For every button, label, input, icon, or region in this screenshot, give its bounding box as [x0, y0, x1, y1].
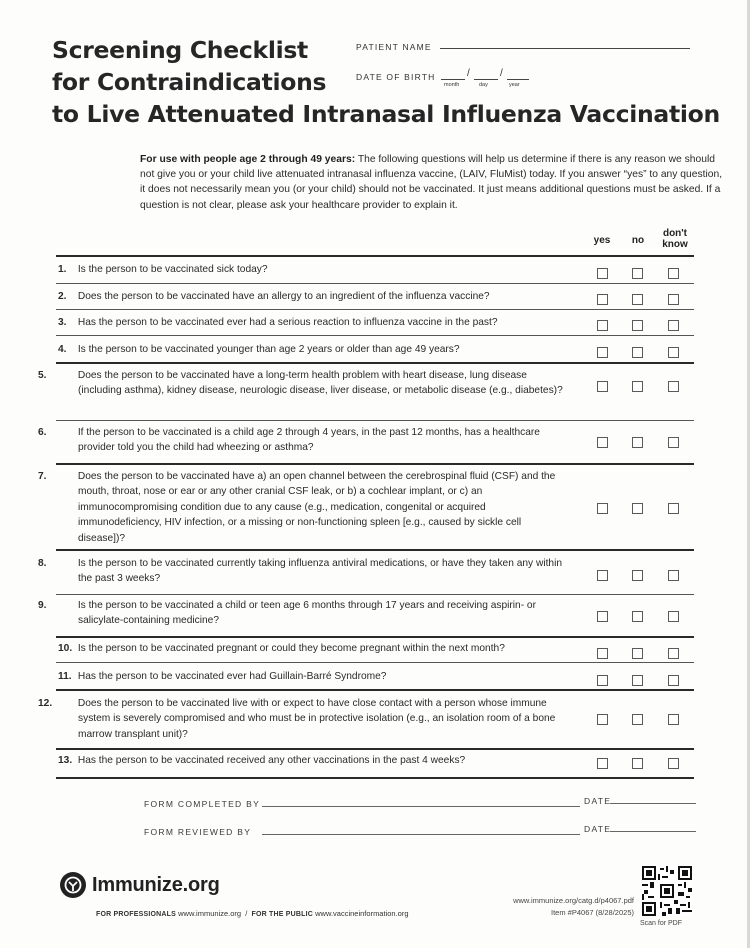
question-11-yes-checkbox[interactable]	[597, 675, 608, 686]
question-number: 3.	[58, 317, 67, 328]
column-dont-know-header: don't know	[662, 228, 688, 250]
question-9	[38, 598, 568, 629]
form-completed-label: FORM COMPLETED BY	[144, 799, 261, 809]
form-completed-field[interactable]	[262, 806, 580, 807]
question-2-dont-know-checkbox[interactable]	[668, 294, 679, 305]
question-1-no-checkbox[interactable]	[632, 268, 643, 279]
question-text: Is the person to be vaccinated younger than age 2 years or older than age 49 years?	[77, 344, 460, 355]
question-3	[58, 315, 568, 330]
title-line-2: for Contraindications	[52, 68, 327, 96]
row-divider	[56, 549, 694, 551]
question-7	[38, 469, 568, 546]
row-divider	[56, 463, 694, 465]
dob-day-hint: day	[479, 82, 488, 88]
dob-month-hint: month	[444, 82, 460, 88]
row-divider	[56, 662, 694, 663]
question-1-dont-know-checkbox[interactable]	[668, 268, 679, 279]
question-7-dont-know-checkbox[interactable]	[668, 503, 679, 514]
question-text: Is the person to be vaccinated sick today?	[77, 264, 268, 275]
table-top-rule	[56, 255, 694, 257]
question-6	[38, 425, 568, 456]
question-number: 10.	[58, 643, 73, 654]
question-12	[38, 696, 568, 742]
public-link[interactable]: www.vaccineinformation.org	[315, 909, 409, 918]
footer-links	[96, 909, 409, 918]
question-number: 13.	[58, 755, 73, 766]
column-no-header: no	[631, 235, 645, 246]
public-label: FOR THE PUBLIC	[251, 911, 314, 918]
dob-year-field[interactable]	[507, 79, 529, 80]
question-10	[58, 641, 568, 656]
immunize-logo-icon	[60, 872, 86, 898]
row-divider	[56, 594, 694, 595]
question-number: 11.	[58, 671, 72, 682]
intro-paragraph	[140, 152, 725, 213]
brand-name: Immunize.org	[92, 873, 220, 896]
question-6-no-checkbox[interactable]	[632, 437, 643, 448]
question-9-no-checkbox[interactable]	[632, 611, 643, 622]
question-10-yes-checkbox[interactable]	[597, 648, 608, 659]
question-7-yes-checkbox[interactable]	[597, 503, 608, 514]
form-reviewed-date-label: DATE	[584, 824, 612, 834]
question-1	[58, 262, 568, 277]
question-number: 4.	[58, 344, 67, 355]
question-13-dont-know-checkbox[interactable]	[668, 758, 679, 769]
question-number: 12.	[38, 698, 53, 709]
question-text: Does the person to be vaccinated have an allergy to an ingredient of the influenza vaccine?	[77, 291, 490, 302]
question-5-dont-know-checkbox[interactable]	[668, 381, 679, 392]
question-13	[58, 753, 568, 768]
question-12-yes-checkbox[interactable]	[597, 714, 608, 725]
question-10-dont-know-checkbox[interactable]	[668, 648, 679, 659]
question-text: Has the person to be vaccinated received any other vaccinations in the past 4 weeks?	[77, 755, 466, 766]
row-divider	[56, 420, 694, 421]
question-12-dont-know-checkbox[interactable]	[668, 714, 679, 725]
row-divider	[56, 636, 694, 638]
question-12-no-checkbox[interactable]	[632, 714, 643, 725]
question-number: 1.	[58, 264, 67, 275]
question-9-yes-checkbox[interactable]	[597, 611, 608, 622]
question-6-yes-checkbox[interactable]	[597, 437, 608, 448]
question-10-no-checkbox[interactable]	[632, 648, 643, 659]
question-13-no-checkbox[interactable]	[632, 758, 643, 769]
question-5	[38, 368, 568, 399]
question-1-yes-checkbox[interactable]	[597, 268, 608, 279]
form-completed-date-field[interactable]	[610, 803, 696, 804]
question-number: 7.	[38, 471, 47, 482]
question-3-dont-know-checkbox[interactable]	[668, 320, 679, 331]
question-number: 8.	[38, 558, 47, 569]
dob-month-field[interactable]	[441, 79, 465, 80]
form-reviewed-field[interactable]	[262, 834, 580, 835]
question-number: 6.	[38, 427, 47, 438]
dob-label: DATE OF BIRTH	[356, 72, 436, 82]
question-13-yes-checkbox[interactable]	[597, 758, 608, 769]
footer-separator: /	[245, 909, 248, 918]
question-6-dont-know-checkbox[interactable]	[668, 437, 679, 448]
form-completed-date-label: DATE	[584, 796, 612, 806]
question-text: Does the person to be vaccinated have a) an open channel between the cerebrospinal fluid (CSF) and the mouth, throat, nose or ear or any other cranial CSF leak, or b) a cochlear implant, or c) an immunocompromising condition due to any cause (e.g., medication, congenital or acquired immunodeficiency, HIV infection, or a missing or non-functioning spleen [e.g., caused by sickle cell disease])?	[77, 471, 556, 544]
question-3-no-checkbox[interactable]	[632, 320, 643, 331]
row-divider	[56, 283, 694, 284]
qr-caption: Scan for PDF	[640, 920, 683, 927]
row-divider	[56, 777, 694, 779]
form-reviewed-date-field[interactable]	[610, 831, 696, 832]
item-number: Item #P4067 (8/28/2025)	[551, 908, 634, 917]
question-11-no-checkbox[interactable]	[632, 675, 643, 686]
row-divider	[56, 362, 694, 364]
checklist-page: Screening Checklist for Contraindications to Live Attenuated Intranasal Influenza Vaccination PATIENT NAME DATE OF BIRTH / / month day year For use with people age 2 through 49 years: The following questions will help us determine if there is any reason we should not give you or your child live attenuated intranasal influenza vaccine, (LAIV, FluMist) today. If you answer “yes” to any question, it does not necessarily mean you (or your child) should not be vaccinated. It just means additional questions must be asked. If a question is not clear, please ask your healthcare provider to explain it. yes no don't know 1. Is the person to be vaccinated sick today? 2. Does the person to be vaccinated have an allergy to an ingredient of the influenza vaccine? 3. Has the person to be vaccinated ever had a serious reaction to influenza vaccine in the past? 4. Is the person to be vaccinated younger than age 2 years or older than age 49 years? 5. Does the person to be vaccinated have a long-term health problem with heart disease, lung disease (including asthma), kidney disease, neurologic disease, liver disease, or metabolic disease (e.g., diabetes)? 6. If the person to be vaccinated is a child age 2 through 4 years, in the past 12 months, has a healthcare provider told you the child had wheezing or asthma? 7. Does the person to be vaccinated have a) an open channel between the cerebrospinal fluid (CSF) and the mouth, throat, nose or ear or any other cranial CSF leak, or b) a cochlear implant, or c) an immunocompromising condition due to any cause (e.g., medication, congenital or acquired immunodeficiency, HIV infection, or a missing or non-functioning spleen [e.g., caused by sickle cell disease])? 8. Is the person to be vaccinated currently taking influenza antiviral medications, or have they taken any within the past 3 weeks? 9. Is the person to be vaccinated a child or teen age 6 months through 17 years and receiving aspirin- or salicylate-containing medicine? 10. Is the person to be vaccinated pregnant or could they become pregnant within the next month? 11. Has the person to be vaccinated ever had Guillain-Barré Syndrome? 12. Does the person to be vaccinated live with or expect to have close contact with a person whose immune system is severely compromised and who must be in protective isolation (e.g., an isolation room of a bone marrow transplant unit)? 13. Has the person to be vaccinated received any other vaccinations in the past 4 weeks? FORM COMPLETED BY DATE FORM REVIEWED BY DATE Immunize.org FOR PROFESSIONALS www.immunize.org / FOR THE PUBLIC www.vaccineinformation.org www.immunize.org/catg.d/p4067.pdf Item #P4067 (8/28/2025) Scan for PDF	[0, 0, 750, 948]
row-divider	[56, 335, 694, 336]
question-number: 9.	[38, 600, 47, 611]
question-text: Does the person to be vaccinated live with or expect to have close contact with a person whose immune system is severely compromised and who must be in protective isolation (e.g., an isolation room of a bone marrow transplant unit)?	[77, 698, 556, 740]
intro-lead: For use with people age 2 through 49 years:	[140, 154, 356, 165]
title-line-1: Screening Checklist	[52, 36, 308, 64]
footer-item-info	[513, 895, 634, 919]
patient-name-field[interactable]	[440, 48, 690, 49]
patient-name-label: PATIENT NAME	[356, 42, 432, 52]
question-8-yes-checkbox[interactable]	[597, 570, 608, 581]
pdf-link[interactable]: www.immunize.org/catg.d/p4067.pdf	[513, 896, 634, 905]
question-8-no-checkbox[interactable]	[632, 570, 643, 581]
question-text: Has the person to be vaccinated ever had Guillain-Barré Syndrome?	[77, 671, 387, 682]
question-text: Is the person to be vaccinated currently taking influenza antiviral medications, or have they taken any within the past 3 weeks?	[77, 558, 563, 585]
question-5-yes-checkbox[interactable]	[597, 381, 608, 392]
question-7-no-checkbox[interactable]	[632, 503, 643, 514]
question-4-dont-know-checkbox[interactable]	[668, 347, 679, 358]
question-2	[58, 289, 568, 304]
question-text: Does the person to be vaccinated have a long-term health problem with heart disease, lung disease (including asthma), kidney disease, neurologic disease, liver disease, or metabolic disease (e.g., diabetes)?	[77, 370, 563, 397]
question-9-dont-know-checkbox[interactable]	[668, 611, 679, 622]
question-number: 2.	[58, 291, 67, 302]
immunize-logo	[60, 872, 220, 898]
row-divider	[56, 689, 694, 691]
intro-body: The following questions will help us determine if there is any reason we should not give you or your child live attenuated intranasal influenza vaccine, (LAIV, FluMist) today. If you answer “yes” to any question, it does not necessarily mean you (or your child) should not be vaccinated. It just means additional questions must be asked. If a question is not clear, please ask your healthcare provider to explain it.	[140, 154, 723, 211]
question-text: Has the person to be vaccinated ever had a serious reaction to influenza vaccine in the past?	[77, 317, 498, 328]
question-11-dont-know-checkbox[interactable]	[668, 675, 679, 686]
question-4-yes-checkbox[interactable]	[597, 347, 608, 358]
question-8-dont-know-checkbox[interactable]	[668, 570, 679, 581]
question-4-no-checkbox[interactable]	[632, 347, 643, 358]
dob-day-field[interactable]	[474, 79, 498, 80]
qr-code-icon[interactable]	[642, 866, 692, 916]
form-reviewed-label: FORM REVIEWED BY	[144, 827, 252, 837]
question-3-yes-checkbox[interactable]	[597, 320, 608, 331]
question-4	[58, 342, 568, 357]
question-text: Is the person to be vaccinated pregnant or could they become pregnant within the next month?	[77, 643, 505, 654]
pros-link[interactable]: www.immunize.org	[178, 909, 242, 918]
question-text: Is the person to be vaccinated a child or teen age 6 months through 17 years and receiving aspirin- or salicylate-containing medicine?	[77, 600, 536, 627]
question-8	[38, 556, 568, 587]
dob-year-hint: year	[509, 82, 520, 88]
column-yes-header: yes	[593, 235, 611, 246]
row-divider	[56, 748, 694, 750]
question-number: 5.	[38, 370, 47, 381]
question-11	[58, 669, 568, 684]
question-text: If the person to be vaccinated is a child age 2 through 4 years, in the past 12 months, has a healthcare provider told you the child had wheezing or asthma?	[77, 427, 540, 454]
row-divider	[56, 309, 694, 310]
pros-label: FOR PROFESSIONALS	[96, 911, 177, 918]
question-2-yes-checkbox[interactable]	[597, 294, 608, 305]
question-2-no-checkbox[interactable]	[632, 294, 643, 305]
question-5-no-checkbox[interactable]	[632, 381, 643, 392]
title-line-3: to Live Attenuated Intranasal Influenza Vaccination	[52, 100, 720, 128]
